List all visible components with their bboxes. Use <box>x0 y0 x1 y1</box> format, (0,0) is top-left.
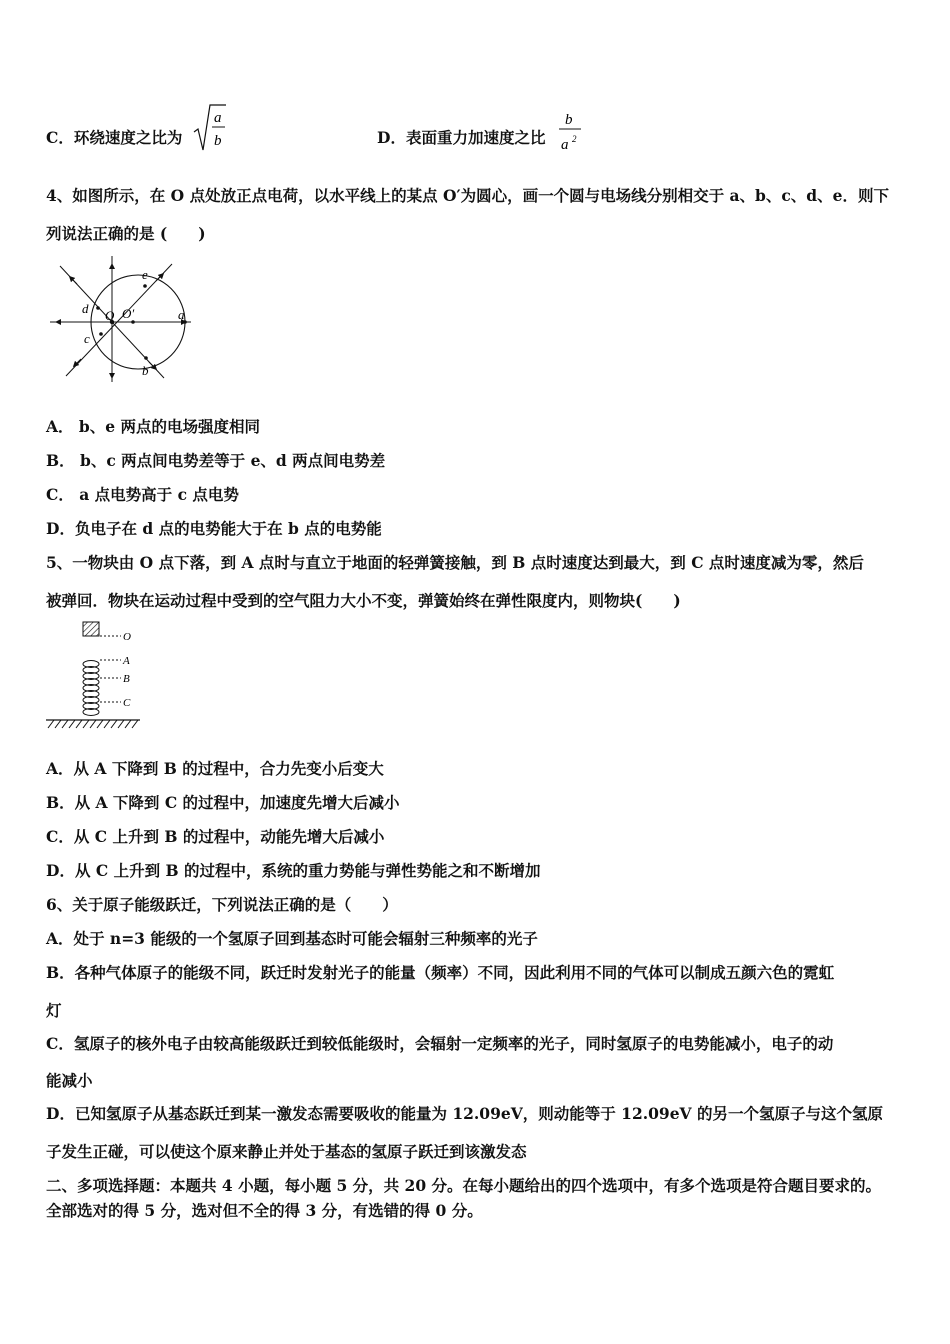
q4-label-e: e <box>142 267 148 282</box>
q5-option-d: D．从 C 上升到 B 的过程中，系统的重力势能与弹性势能之和不断增加 <box>46 861 541 880</box>
q5-label-O: O <box>123 631 131 643</box>
q3-option-d-text: D．表面重力加速度之比 <box>377 128 546 147</box>
q5-stem-line-2: 被弹回．物块在运动过程中受到的空气阻力大小不变，弹簧始终在弹性限度内，则物块( ) <box>46 591 681 610</box>
q4-option-b: B． b、c 两点间电势差等于 e、d 两点间电势差 <box>46 451 386 470</box>
q3-option-c-num: a <box>214 110 222 126</box>
q4-option-a: A． b、e 两点的电场强度相同 <box>46 417 261 436</box>
q5-stem-line-1: 5、一物块由 O 点下落，到 A 点时与直立于地面的轻弹簧接触，到 B 点时速度达到最大，到 C 点时速度减为零，然后 <box>46 553 864 572</box>
q3-option-c-text: C．环绕速度之比为 <box>46 128 183 147</box>
q4-electric-field-figure <box>46 254 196 384</box>
q4-label-d: d <box>82 301 89 316</box>
q3-option-c-den: b <box>214 133 222 149</box>
q5-spring <box>83 661 99 716</box>
q3-option-d-num: b <box>565 112 573 128</box>
q6-option-c-line-2: 能减小 <box>46 1071 93 1090</box>
q5-option-a: A．从 A 下降到 B 的过程中，合力先变小后变大 <box>46 759 384 778</box>
q4-label-a: a <box>178 307 185 322</box>
q5-option-c: C．从 C 上升到 B 的过程中，动能先增大后减小 <box>46 827 385 846</box>
q5-label-A: A <box>123 655 130 667</box>
q6-option-b-line-2: 灯 <box>46 1001 62 1020</box>
q6-option-b-line-1: B．各种气体原子的能级不同，跃迁时发射光子的能量（频率）不同，因此利用不同的气体可以制成五颜六色的霓虹 <box>46 963 835 982</box>
q4-option-c: C． a 点电势高于 c 点电势 <box>46 485 239 504</box>
q3-option-d-fraction <box>556 105 586 155</box>
q5-option-b: B．从 A 下降到 C 的过程中，加速度先增大后减小 <box>46 793 400 812</box>
q3-option-c-sqrt-fraction <box>193 102 227 154</box>
q4-label-O: O <box>105 308 115 323</box>
section2-instructions-line-2: 全部选对的得 5 分，选对但不全的得 3 分，有选错的得 0 分。 <box>46 1201 483 1220</box>
section2-instructions-line-1: 二、多项选择题：本题共 4 小题，每小题 5 分，共 20 分。在每小题给出的四个选项中，有多个选项是符合题目要求的。 <box>46 1176 882 1195</box>
q4-stem-line-2: 列说法正确的是 ( ) <box>46 224 206 243</box>
q6-option-d-line-1: D．已知氢原子从基态跃迁到某一激发态需要吸收的能量为 12.09eV，则动能等于 12.09eV 的另一个氢原子与这个氢原 <box>46 1104 883 1123</box>
q4-label-c: c <box>84 331 90 346</box>
q6-option-d-line-2: 子发生正碰，可以使这个原来静止并处于基态的氢原子跃迁到该激发态 <box>46 1142 527 1161</box>
q4-label-O-prime: O′ <box>122 306 135 321</box>
q5-block <box>83 622 99 636</box>
q6-option-c-line-1: C．氢原子的核外电子由较高能级跃迁到较低能级时，会辐射一定频率的光子，同时氢原子的电势能减小，电子的动 <box>46 1034 834 1053</box>
q4-label-b: b <box>142 363 149 378</box>
q3-option-d-exp: 2 <box>572 134 577 144</box>
q5-label-B: B <box>123 673 130 685</box>
q3-option-d-den: a <box>561 137 569 153</box>
q6-option-a: A．处于 n=3 能级的一个氢原子回到基态时可能会辐射三种频率的光子 <box>46 929 538 948</box>
q4-option-d: D．负电子在 d 点的电势能大于在 b 点的电势能 <box>46 519 382 538</box>
q6-stem: 6、关于原子能级跃迁，下列说法正确的是（ ） <box>46 895 398 914</box>
q4-stem-line-1: 4、如图所示，在 O 点处放正点电荷，以水平线上的某点 O′为圆心，画一个圆与电场线分别相交于 a、b、c、d、e．则下 <box>46 186 889 205</box>
q5-spring-figure <box>44 620 144 734</box>
q5-label-C: C <box>123 697 131 709</box>
